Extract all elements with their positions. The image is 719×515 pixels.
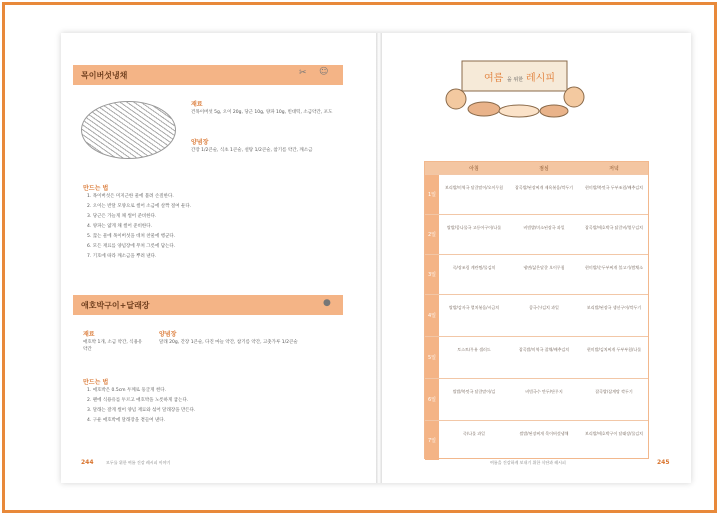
row-label: 7일 (425, 421, 439, 460)
table-cell: 잡곡밥/된장찌개 제육볶음/깍두기 (514, 185, 574, 190)
table-cell: 콩국수/김치 과일 (529, 305, 559, 310)
table-row (425, 420, 648, 460)
table-cell: 쌀밥/콩나물국 고등어구이/나물 (446, 225, 502, 230)
header-lunch: 점심 (539, 166, 549, 172)
table-row (425, 378, 648, 420)
recipe2-step: 2. 팬에 식용유를 두르고 애호박을 노릇하게 굽는다. (87, 398, 189, 403)
table-row (425, 214, 648, 254)
banner-word-3: 레시피 (526, 73, 555, 84)
header-breakfast: 아침 (469, 166, 479, 172)
recipe2-sauce-text: 달래 20g, 간장 1큰술, 다진 마늘 약간, 참기름 약간, 고춧가루 1/2큰술 (159, 340, 298, 345)
table-row (425, 294, 648, 336)
row-label: 3일 (425, 255, 439, 294)
table-cell: 보리밥/미역국 달걀말이/오이무침 (444, 185, 504, 190)
recipe1-step: 3. 당근은 가늘게 채 썰어 준비한다. (87, 214, 157, 219)
book-spread (61, 33, 691, 483)
table-cell: 보리밥/애호박구이 달래장/물김치 (584, 431, 644, 436)
left-page-number: 244 (81, 459, 94, 466)
recipe1-step: 7. 기호에 따라 깨소금을 뿌려 낸다. (87, 254, 157, 259)
table-header (425, 162, 648, 174)
recipe2-step: 3. 달래는 잘게 썰어 양념 재료와 섞어 달래장을 만든다. (87, 408, 196, 413)
table-cell: 토스트/우유 샐러드 (457, 347, 491, 352)
recipe1-sauce-label: 양념장 (191, 139, 209, 146)
recipe1-step: 6. 모든 재료를 양념장에 무쳐 그릇에 담는다. (87, 244, 176, 249)
row-label: 5일 (425, 337, 439, 378)
table-cell: 현미밥/김치찌개 두부부침/나물 (586, 347, 642, 352)
recipe1-step: 1. 목이버섯은 미지근한 물에 불려 손질한다. (87, 194, 174, 199)
table-row (425, 174, 648, 214)
table-cell: 죽/나물 과일 (463, 431, 485, 436)
table-cell: 냉면/삶은달걀 오이무침 (523, 265, 565, 270)
table-cell: 쌀밥/북엇국 달걀말이/김 (452, 389, 496, 394)
table-cell: 잡곡밥/삼계탕 깍두기 (595, 389, 633, 394)
right-page (382, 33, 691, 483)
recipe1-step: 5. 끓는 물에 목이버섯을 데쳐 찬물에 헹군다. (87, 234, 176, 239)
recipe2-sauce-label: 양념장 (159, 331, 177, 338)
recipe2-step: 4. 구운 애호박에 달래장을 곁들여 낸다. (87, 418, 166, 423)
page-frame (2, 2, 717, 513)
table-row (425, 254, 648, 294)
kitchen-tool-icon: ✂ (299, 68, 307, 78)
recipe2-ingredients-text: 애호박 1개, 소금 약간, 식용유 약간 (83, 340, 143, 352)
recipe1-step: 2. 오이는 반달 모양으로 썰어 소금에 살짝 절여 둔다. (87, 204, 192, 209)
table-cell: 쌀밥/감자국 멸치볶음/시금치 (448, 305, 500, 310)
left-footer: 모두를 위한 여름 건강 레시피 이야기 (106, 460, 171, 465)
right-footer: 여름을 건강하게 보내기 위한 식단과 레시피 (490, 460, 566, 465)
table-cell: 죽/장조림 계란찜/물김치 (452, 265, 496, 270)
row-label: 4일 (425, 295, 439, 336)
row-label: 2일 (425, 215, 439, 254)
meal-plan-table (424, 161, 649, 459)
recipe1-sauce-text: 간장 1/2큰술, 식초 1큰술, 설탕 1/2큰술, 참기름 약간, 깨소금 (191, 148, 313, 153)
table-cell: 비빔국수 만두/단무지 (525, 389, 563, 394)
recipe2-ingredients-label: 재료 (83, 331, 95, 338)
banner-word-2: 을 위한 (507, 77, 524, 83)
banner-word-1: 여름 (484, 73, 504, 84)
header-dinner: 저녁 (609, 166, 619, 172)
table-cell: 비빔밥/미소된장국 과일 (523, 225, 565, 230)
recipe-banner-illustration (444, 51, 589, 121)
recipe1-ingredients-label: 재료 (191, 101, 203, 108)
recipe2-step: 1. 애호박은 0.5cm 두께로 둥글게 썬다. (87, 388, 167, 393)
dish-illustration (81, 101, 176, 159)
onion-icon: ● (323, 298, 331, 308)
left-page (61, 33, 376, 483)
recipe1-step: 4. 양파는 얇게 채 썰어 준비한다. (87, 224, 153, 229)
chef-icon: ☺ (319, 67, 329, 77)
recipe2-title: 애호박구이+달래장 (73, 295, 343, 315)
row-label: 6일 (425, 379, 439, 420)
table-cell: 쌀밥/된장찌개 목이버섯냉채 (519, 431, 569, 436)
row-label: 1일 (425, 175, 439, 214)
recipe1-ingredients-text: 건목이버섯 5g, 오이 20g, 당근 10g, 양파 10g, 빈대떡, 소금약간, 포도 (191, 110, 333, 115)
right-page-number: 245 (657, 459, 670, 466)
recipe1-steps-label: 만드는 법 (83, 185, 109, 192)
recipe1-title: 목이버섯냉채 (73, 65, 343, 85)
table-row (425, 336, 648, 378)
recipe2-steps-label: 만드는 법 (83, 379, 109, 386)
table-cell: 현미밥/북엇국 두부조림/배추김치 (584, 185, 644, 190)
table-cell: 잡곡밥/애호박국 닭갈비/열무김치 (584, 225, 644, 230)
table-cell: 보리밥/된장국 생선구이/깍두기 (586, 305, 642, 310)
table-cell: 현미밥/순두부찌개 불고기/쌈채소 (584, 265, 644, 270)
table-cell: 잡곡밥/미역국 잡채/배추김치 (518, 347, 570, 352)
